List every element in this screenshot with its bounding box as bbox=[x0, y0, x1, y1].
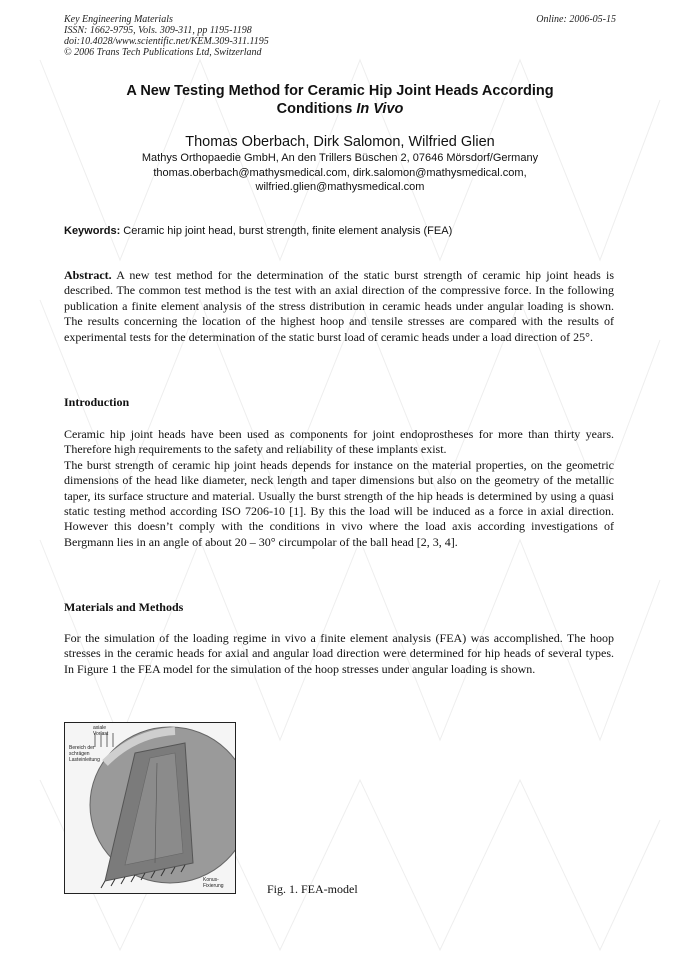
title-line-2 bbox=[64, 100, 616, 118]
introduction-heading: Introduction bbox=[64, 395, 130, 409]
label-cone-2: Fixierung bbox=[203, 883, 224, 889]
affiliation-emails-1: thomas.oberbach@mathysmedical.com, dirk.salomon@mathysmedical.com, bbox=[153, 166, 527, 179]
title-line-2-text: Conditions bbox=[276, 101, 357, 117]
title-in-vivo: In Vivo bbox=[356, 101, 404, 117]
online-date: Online: 2006-05-15 bbox=[536, 14, 616, 25]
journal-doi: doi:10.4028/www.scientific.net/KEM.309-311.1195 bbox=[64, 36, 269, 47]
affiliation-emails-2: wilfried.glien@mathysmedical.com bbox=[255, 181, 425, 193]
title-line-1: A New Testing Method for Ceramic Hip Joint Heads According bbox=[126, 83, 554, 99]
introduction-paragraph-2: The burst strength of ceramic hip joint heads depends for instance on the material properties, on the geometric dimensions of the head like diameter, neck length and taper dimensions but also on the geometry of the metallic taper, its surface structure and material. Usually the burst strength of the hip heads is determined by using a quasi static testing method according ISO 7206-10 [1]. By this the load will be induced as a force in axial direction. However this doesn’t comply with the conditions in vivo where the load axis according investigations of Bergmann lies in an angle of about 20 – 30° circumpolar of the ball head [2, 3, 4]. bbox=[64, 457, 614, 549]
keywords bbox=[64, 224, 616, 238]
introduction-body bbox=[64, 427, 614, 550]
journal-issn: ISSN: 1662-9795, Vols. 309-311, pp 1195-1198 bbox=[64, 25, 252, 36]
label-axial-1: axiale bbox=[93, 725, 107, 731]
introduction-paragraph-1: Ceramic hip joint heads have been used as components for joint endoprostheses for more than thirty years. Therefore high requirements to the safety and reliability of these implants exist. bbox=[64, 427, 614, 457]
affiliation bbox=[64, 151, 616, 195]
label-region-2: schrägen bbox=[69, 751, 90, 757]
abstract bbox=[64, 268, 614, 345]
label-region-1: Bereich der bbox=[69, 745, 95, 751]
label-axial-2: Vorlast bbox=[93, 731, 109, 737]
label-region-3: Lasteinleitung bbox=[69, 757, 100, 763]
paper-title bbox=[64, 82, 616, 118]
authors: Thomas Oberbach, Dirk Salomon, Wilfried Glien bbox=[185, 134, 495, 150]
journal-copyright: © 2006 Trans Tech Publications Ltd, Switzerland bbox=[64, 47, 262, 58]
abstract-label: Abstract. bbox=[64, 268, 112, 282]
journal-header bbox=[64, 14, 616, 58]
keywords-text: Ceramic hip joint head, burst strength, finite element analysis (FEA) bbox=[120, 225, 453, 237]
affiliation-org: Mathys Orthopaedie GmbH, An den Trillers Büschen 2, 07646 Mörsdorf/Germany bbox=[141, 152, 539, 164]
figure-caption: Fig. 1. FEA-model bbox=[267, 882, 358, 896]
journal-name: Key Engineering Materials bbox=[64, 14, 173, 25]
label-cone-1: Konus- bbox=[203, 877, 219, 883]
methods-paragraph-1: For the simulation of the loading regime in vivo a finite element analysis (FEA) was accomplished. The hoop stresses in the ceramic heads for axial and angular load direction were determined for hip heads of several types. In Figure 1 the FEA model for the simulation of the hoop stresses under angular loading is shown. bbox=[64, 631, 614, 676]
methods-heading: Materials and Methods bbox=[64, 600, 184, 614]
abstract-text: A new test method for the determination of the static burst strength of ceramic hip joint heads is described. The common test method is the test with an axial direction of the compressive force. In the following publication a finite element analysis of the stress distribution in ceramic heads under angular loading is shown. The results concerning the location of the highest hoop and tensile stresses are compared with the results of experimental tests for the determination of the static burst load of ceramic heads under a load direction of 25°. bbox=[64, 268, 614, 344]
keywords-label: Keywords: bbox=[64, 225, 121, 237]
fea-model-figure bbox=[64, 722, 236, 894]
fea-model-drawing bbox=[65, 723, 235, 893]
